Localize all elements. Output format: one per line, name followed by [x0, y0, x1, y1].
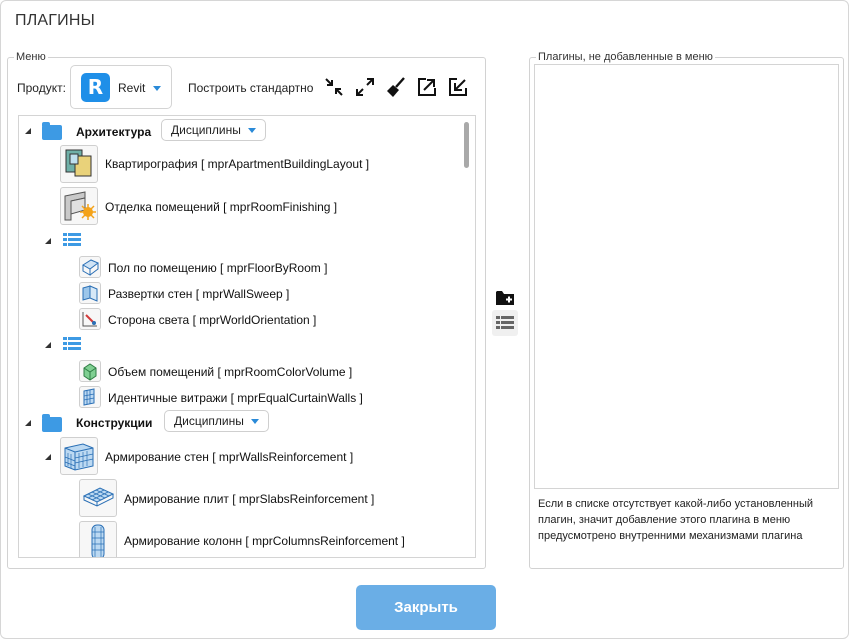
tree-scrollbar[interactable] — [464, 122, 469, 168]
window-title: ПЛАГИНЫ — [15, 12, 95, 29]
import-icon[interactable] — [446, 75, 470, 99]
plugin-label[interactable]: Армирование плит [ mprSlabsReinforcement ] — [124, 492, 375, 506]
export-icon[interactable] — [415, 75, 439, 99]
product-label: Продукт: — [17, 81, 66, 95]
plugin-label[interactable]: Армирование колонн [ mprColumnsReinforcement ] — [124, 534, 405, 548]
product-select[interactable] — [70, 65, 172, 109]
folder-icon — [42, 125, 62, 140]
plugin-label[interactable]: Отделка помещений [ mprRoomFinishing ] — [105, 200, 338, 214]
chevron-down-icon — [248, 128, 256, 133]
plugin-label[interactable]: Развертки стен [ mprWallSweep ] — [108, 287, 290, 301]
volume-icon — [79, 360, 101, 382]
category-label: Конструкции — [76, 416, 153, 430]
product-value: Revit — [118, 81, 146, 95]
tree-expander-icon[interactable] — [44, 453, 52, 461]
folder-icon — [42, 417, 62, 432]
add-to-folder-icon[interactable] — [492, 284, 518, 310]
plugin-label[interactable]: Идентичные витражи [ mprEqualCurtainWalls ] — [108, 391, 363, 405]
menu-toolbar — [17, 65, 477, 109]
chevron-down-icon — [153, 86, 161, 91]
disciplines-dropdown[interactable] — [161, 119, 266, 141]
revit-logo-icon: R — [81, 73, 110, 102]
floor-icon — [79, 256, 101, 278]
disciplines-dropdown[interactable] — [164, 410, 269, 432]
tree-expander-icon[interactable] — [24, 419, 32, 427]
plugin-label[interactable]: Объем помещений [ mprRoomColorVolume ] — [108, 365, 353, 379]
list-group-icon — [63, 337, 81, 351]
compass-icon — [79, 308, 101, 330]
plugin-label[interactable]: Сторона света [ mprWorldOrientation ] — [108, 313, 317, 327]
list-group-icon — [63, 233, 81, 247]
clear-broom-icon[interactable] — [384, 75, 408, 99]
tree-expander-icon[interactable] — [44, 341, 52, 349]
menu-tree[interactable] — [18, 115, 476, 558]
disciplines-label: Дисциплины — [171, 123, 241, 137]
plugin-label[interactable]: Армирование стен [ mprWallsReinforcement ] — [105, 450, 354, 464]
category-label: Архитектура — [76, 125, 152, 139]
plugin-label[interactable]: Пол по помещению [ mprFloorByRoom ] — [108, 261, 328, 275]
wall-sweep-icon — [79, 282, 101, 304]
tree-expander-icon[interactable] — [24, 127, 32, 135]
build-default-label: Построить стандартно — [188, 81, 314, 95]
slab-reinforcement-icon — [79, 479, 117, 517]
chevron-down-icon — [251, 419, 259, 424]
unassigned-plugins-note: Если в списке отсутствует какой-либо установленный плагин, значит добавление этого плагина в меню предусмотрено внутренними механизмами плагина — [538, 498, 814, 542]
expand-all-icon[interactable] — [353, 75, 377, 99]
tree-expander-icon[interactable] — [44, 237, 52, 245]
add-to-group-icon[interactable] — [492, 310, 518, 336]
curtain-wall-icon — [79, 386, 101, 408]
disciplines-label: Дисциплины — [174, 414, 244, 428]
room-finishing-icon — [60, 187, 98, 225]
collapse-all-icon[interactable] — [322, 75, 346, 99]
unassigned-plugins-list[interactable] — [534, 64, 839, 489]
close-button[interactable]: Закрыть — [356, 585, 496, 630]
menu-group-legend: Меню — [16, 51, 46, 63]
unassigned-plugins-legend: Плагины, не добавленные в меню — [538, 51, 713, 63]
plugin-label[interactable]: Квартирография [ mprApartmentBuildingLayout ] — [105, 157, 370, 171]
column-reinforcement-icon — [79, 521, 117, 558]
wall-reinforcement-icon — [60, 437, 98, 475]
apartment-layout-icon — [60, 145, 98, 183]
